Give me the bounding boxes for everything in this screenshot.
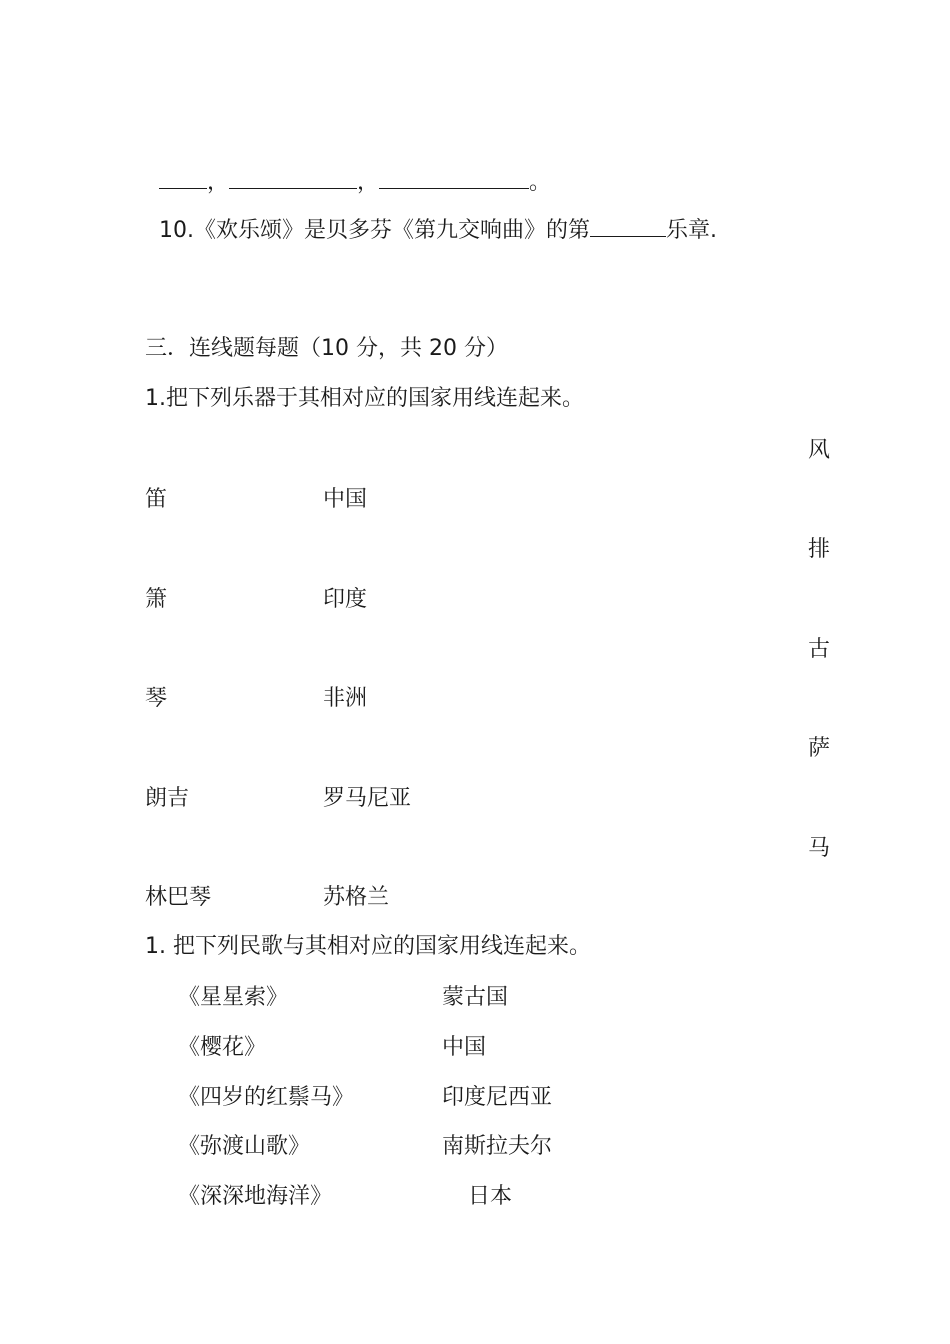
separator: ，: [357, 170, 380, 195]
country-item: 非洲: [323, 686, 368, 711]
country-item: 印度: [323, 587, 368, 612]
separator: ，: [207, 170, 230, 195]
instrument-item: 箫: [145, 587, 168, 612]
country-item: 苏格兰: [323, 885, 390, 910]
song-item: 《弥渡山歌》: [178, 1134, 311, 1159]
sentence-end: 。: [529, 170, 552, 195]
country-item: 蒙古国: [442, 985, 509, 1010]
question-10: [145, 186, 717, 246]
section-heading: 三．连线题每题（10 分，共 20 分）: [145, 336, 508, 361]
side-char: 风: [808, 438, 831, 463]
side-char: 排: [808, 537, 831, 562]
song-item: 《樱花》: [178, 1035, 267, 1060]
country-item: 印度尼西亚: [442, 1085, 553, 1110]
song-item: 《深深地海洋》: [178, 1184, 333, 1209]
song-item: 《四岁的红鬃马》: [178, 1085, 355, 1110]
side-char: 古: [808, 637, 831, 662]
side-char: 马: [808, 836, 831, 861]
country-item: 中国: [323, 487, 368, 512]
country-item: 日本: [468, 1184, 513, 1209]
instrument-item: 笛: [145, 487, 168, 512]
song-item: 《星星索》: [178, 985, 289, 1010]
answer-blank[interactable]: [590, 216, 666, 237]
instrument-item: 朗吉: [145, 786, 190, 811]
question-prompt: 1.把下列乐器于其相对应的国家用线连起来。: [145, 386, 584, 411]
country-item: 中国: [442, 1035, 487, 1060]
question-10-suffix: 乐章.: [666, 218, 717, 243]
side-char: 萨: [808, 736, 831, 761]
instrument-item: 林巴琴: [145, 885, 212, 910]
question-10-prefix: 10.《欢乐颂》是贝多芬《第九交响曲》的第: [159, 218, 590, 243]
country-item: 罗马尼亚: [323, 786, 412, 811]
question-prompt: 1. 把下列民歌与其相对应的国家用线连起来。: [145, 934, 591, 959]
country-item: 南斯拉夫尔: [442, 1134, 553, 1159]
instrument-item: 琴: [145, 686, 168, 711]
